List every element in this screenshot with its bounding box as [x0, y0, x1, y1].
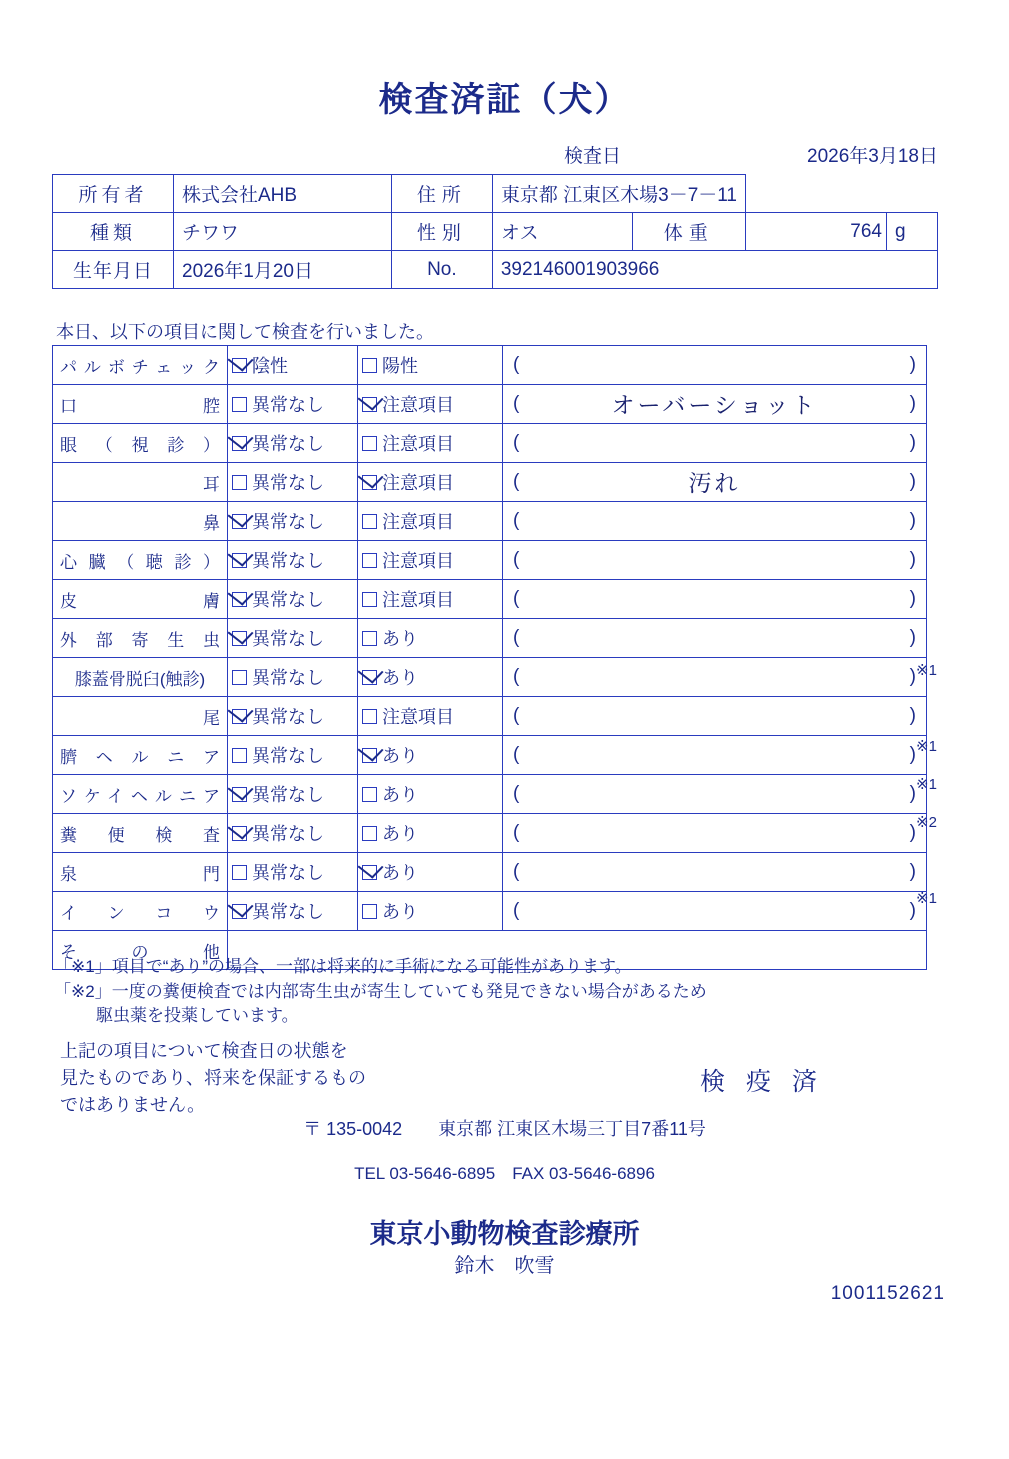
note-paren-left: (	[513, 822, 520, 843]
note-paren-right: )	[909, 510, 916, 531]
note-paren-right: )	[909, 900, 916, 921]
exam-item-name	[53, 619, 228, 658]
note-paren-right: )	[909, 627, 916, 648]
exam-item-note[interactable]	[503, 463, 927, 502]
exam-item-option-1[interactable]	[228, 541, 358, 580]
note-paren-right: )	[909, 783, 916, 804]
exam-item-note[interactable]	[503, 853, 927, 892]
table-row	[53, 814, 927, 853]
exam-item-option-1[interactable]	[228, 814, 358, 853]
note-paren-left: (	[513, 861, 520, 882]
exam-item-option-1[interactable]	[228, 736, 358, 775]
option-2-label: 注意項目	[382, 395, 454, 415]
checkbox-icon[interactable]	[362, 553, 377, 568]
exam-item-note[interactable]	[503, 541, 927, 580]
exam-item-option-1[interactable]	[228, 463, 358, 502]
exam-item-note[interactable]	[503, 424, 927, 463]
option-2-label: 陽性	[382, 356, 418, 376]
quarantine-stamp: 検 疫 済	[700, 1068, 824, 1096]
owner-value: 株式会社AHB	[174, 175, 392, 213]
note-paren-right: )	[909, 471, 916, 492]
exam-item-label: 皮 膚	[60, 591, 220, 611]
checked-checkbox-icon[interactable]	[232, 904, 247, 919]
exam-item-option-2[interactable]	[358, 892, 503, 931]
note-paren-right: )	[909, 588, 916, 609]
checkbox-icon[interactable]	[362, 904, 377, 919]
registration-no-value: 392146001903966	[492, 251, 937, 289]
note-paren-left: (	[513, 666, 520, 687]
exam-item-option-2[interactable]	[358, 385, 503, 424]
checked-checkbox-icon[interactable]	[232, 709, 247, 724]
checkbox-icon[interactable]	[232, 475, 247, 490]
exam-item-name	[53, 697, 228, 736]
note-paren-right: )	[909, 432, 916, 453]
disclaimer-line-3: ではありません。	[60, 1095, 206, 1115]
breed-label: 種類	[53, 213, 174, 251]
note-paren-left: (	[513, 471, 520, 492]
clinic-name: 東京小動物検査診療所	[369, 1219, 640, 1249]
sex-label: 性別	[391, 213, 492, 251]
note-paren-left: (	[513, 588, 520, 609]
checkbox-icon[interactable]	[362, 631, 377, 646]
option-1-label: 異常なし	[252, 785, 324, 805]
sex-value: オス	[492, 213, 632, 251]
weight-label: 体重	[632, 213, 745, 251]
table-row	[53, 736, 927, 775]
table-row	[53, 892, 927, 931]
serial-number: 1001152621	[830, 1283, 945, 1304]
disclaimer-line-1: 上記の項目について検査日の状態を	[60, 1041, 348, 1061]
exam-item-name	[53, 424, 228, 463]
option-1-label: 異常なし	[252, 707, 324, 727]
exam-item-label: 耳	[203, 474, 220, 494]
exam-item-note[interactable]	[503, 697, 927, 736]
clinic-telephone: TEL 03-5646-6895 FAX 03-5646-6896	[354, 1164, 655, 1183]
option-1-label: 陰性	[252, 356, 288, 376]
doctor-name: 鈴木 吹雪	[454, 1255, 555, 1277]
exam-item-name	[53, 580, 228, 619]
exam-item-name	[53, 658, 228, 697]
handwritten-note: オーバーショット	[611, 392, 818, 419]
footnote-2-line1: 「※2」一度の糞便検査では内部寄生虫が寄生していても発見できない場合があるため	[54, 981, 707, 1001]
owner-info-table	[52, 174, 938, 289]
exam-item-note[interactable]	[503, 775, 927, 814]
table-row	[53, 502, 927, 541]
checkbox-icon[interactable]	[232, 865, 247, 880]
exam-item-label: 臍ヘルニア	[60, 747, 220, 767]
option-1-label: 異常なし	[252, 746, 324, 766]
exam-item-option-2[interactable]	[358, 502, 503, 541]
exam-date-value: 2026年3月18日	[807, 146, 938, 167]
table-row	[53, 346, 927, 385]
exam-item-label: 泉 門	[60, 864, 220, 884]
checkbox-icon[interactable]	[362, 436, 377, 451]
option-2-label: 注意項目	[382, 512, 454, 532]
exam-item-option-1[interactable]	[228, 385, 358, 424]
exam-item-label: パルボチェック	[60, 357, 220, 377]
checkbox-icon[interactable]	[232, 670, 247, 685]
table-row	[53, 658, 927, 697]
exam-item-name	[53, 892, 228, 931]
table-row	[53, 424, 927, 463]
option-1-label: 異常なし	[252, 590, 324, 610]
breed-value: チワワ	[174, 213, 392, 251]
exam-item-option-2[interactable]	[358, 853, 503, 892]
note-paren-left: (	[513, 432, 520, 453]
handwritten-note: 汚れ	[688, 470, 741, 497]
option-2-label: あり	[382, 902, 418, 922]
note-paren-left: (	[513, 900, 520, 921]
note-paren-left: (	[513, 354, 520, 375]
checkbox-icon[interactable]	[362, 514, 377, 529]
exam-items-table	[52, 345, 927, 970]
exam-item-option-2[interactable]	[358, 424, 503, 463]
exam-item-label: 鼻	[203, 513, 220, 533]
exam-item-label: 糞 便 検 査	[60, 825, 220, 845]
exam-item-name	[53, 346, 228, 385]
exam-item-option-1[interactable]	[228, 697, 358, 736]
option-2-label: 注意項目	[382, 707, 454, 727]
exam-item-option-1[interactable]	[228, 892, 358, 931]
option-1-label: 異常なし	[252, 668, 324, 688]
birthdate-value: 2026年1月20日	[174, 251, 392, 289]
exam-item-footnote-mark: ※1	[916, 776, 937, 793]
option-1-label: 異常なし	[252, 395, 324, 415]
exam-item-option-2[interactable]	[358, 619, 503, 658]
exam-item-option-1[interactable]	[228, 853, 358, 892]
exam-item-footnote-mark: ※1	[916, 738, 937, 755]
option-2-label: 注意項目	[382, 434, 454, 454]
note-paren-right: )	[909, 393, 916, 414]
exam-item-name	[53, 385, 228, 424]
checked-checkbox-icon[interactable]	[232, 358, 247, 373]
exam-item-footnote-mark: ※1	[916, 662, 937, 679]
checked-checkbox-icon[interactable]	[232, 592, 247, 607]
option-2-label: あり	[382, 629, 418, 649]
footnotes	[54, 955, 954, 1029]
clinic-address: 〒 135-0042 東京都 江東区木場三丁目7番11号	[303, 1119, 706, 1139]
exam-item-name	[53, 541, 228, 580]
option-2-label: 注意項目	[382, 551, 454, 571]
birthdate-label: 生年月日	[53, 251, 174, 289]
exam-item-label: イ ン コ ウ	[60, 903, 220, 923]
option-2-label: あり	[382, 785, 418, 805]
exam-item-option-2[interactable]	[358, 775, 503, 814]
checked-checkbox-icon[interactable]	[362, 397, 377, 412]
option-2-label: 注意項目	[382, 473, 454, 493]
option-1-label: 異常なし	[252, 434, 324, 454]
note-paren-right: )	[909, 705, 916, 726]
checked-checkbox-icon[interactable]	[232, 787, 247, 802]
exam-item-option-1[interactable]	[228, 502, 358, 541]
exam-item-option-2[interactable]	[358, 697, 503, 736]
weight-unit: g	[887, 213, 938, 251]
option-2-label: あり	[382, 863, 418, 883]
exam-statement: 本日、以下の項目に関して検査を行いました。	[56, 322, 434, 342]
exam-item-name	[53, 814, 228, 853]
exam-item-footnote-mark: ※1	[916, 890, 937, 907]
exam-item-label: 外部寄生虫	[60, 630, 220, 650]
exam-item-name	[53, 736, 228, 775]
address-value: 東京都 江東区木場3－7－11	[492, 175, 745, 213]
table-row	[53, 580, 927, 619]
checked-checkbox-icon[interactable]	[232, 826, 247, 841]
exam-item-note[interactable]	[503, 385, 927, 424]
exam-item-option-1[interactable]	[228, 619, 358, 658]
checkbox-icon[interactable]	[362, 592, 377, 607]
table-row	[53, 463, 927, 502]
table-row	[53, 175, 938, 213]
checkbox-icon[interactable]	[362, 826, 377, 841]
exam-item-option-1[interactable]	[228, 658, 358, 697]
exam-date-row	[54, 141, 938, 167]
note-paren-right: )	[909, 744, 916, 765]
option-2-label: あり	[382, 668, 418, 688]
checkbox-icon[interactable]	[362, 358, 377, 373]
exam-item-name	[53, 502, 228, 541]
checkbox-icon[interactable]	[362, 787, 377, 802]
disclaimer-line-2: 見たものであり、将来を保証するもの	[60, 1068, 366, 1088]
registration-no-label: No.	[391, 251, 492, 289]
exam-item-option-2[interactable]	[358, 541, 503, 580]
note-paren-left: (	[513, 549, 520, 570]
footnote-1: 「※1」項目で“あり”の場合、一部は将来的に手術になる可能性があります。	[54, 957, 632, 976]
page-title: 検査済証（犬）	[378, 81, 631, 119]
option-1-label: 異常なし	[252, 551, 324, 571]
exam-item-note[interactable]	[503, 619, 927, 658]
option-1-label: 異常なし	[252, 512, 324, 532]
exam-item-option-2[interactable]	[358, 658, 503, 697]
checked-checkbox-icon[interactable]	[362, 475, 377, 490]
table-row	[53, 619, 927, 658]
exam-item-label: 口 腔	[60, 396, 220, 416]
exam-item-option-2[interactable]	[358, 814, 503, 853]
checked-checkbox-icon[interactable]	[232, 514, 247, 529]
weight-value: 764	[746, 213, 887, 251]
exam-item-label: 心臓（聴診）	[60, 552, 220, 572]
checkbox-icon[interactable]	[232, 397, 247, 412]
checked-checkbox-icon[interactable]	[232, 436, 247, 451]
checked-checkbox-icon[interactable]	[232, 631, 247, 646]
exam-item-option-2[interactable]	[358, 463, 503, 502]
exam-item-note[interactable]	[503, 736, 927, 775]
exam-item-option-1[interactable]	[228, 346, 358, 385]
exam-item-note[interactable]	[503, 346, 927, 385]
exam-item-name	[53, 775, 228, 814]
option-1-label: 異常なし	[252, 629, 324, 649]
exam-item-option-2[interactable]	[358, 580, 503, 619]
option-1-label: 異常なし	[252, 863, 324, 883]
exam-item-note[interactable]	[503, 892, 927, 931]
table-row	[53, 697, 927, 736]
table-row	[53, 385, 927, 424]
exam-item-label: ソケイヘルニア	[60, 786, 220, 806]
address-label: 住所	[391, 175, 492, 213]
exam-item-note[interactable]	[503, 658, 927, 697]
exam-item-option-1[interactable]	[228, 580, 358, 619]
exam-item-footnote-mark: ※2	[916, 814, 937, 831]
note-paren-left: (	[513, 627, 520, 648]
note-paren-left: (	[513, 705, 520, 726]
checked-checkbox-icon[interactable]	[362, 670, 377, 685]
option-2-label: あり	[382, 824, 418, 844]
exam-item-label: そ の 他	[60, 942, 220, 962]
note-paren-right: )	[909, 354, 916, 375]
exam-item-note[interactable]	[503, 814, 927, 853]
checked-checkbox-icon[interactable]	[362, 865, 377, 880]
checked-checkbox-icon[interactable]	[232, 553, 247, 568]
option-1-label: 異常なし	[252, 824, 324, 844]
disclaimer	[60, 1038, 366, 1119]
table-row	[53, 213, 938, 251]
note-paren-right: )	[909, 549, 916, 570]
table-row	[53, 775, 927, 814]
option-2-label: 注意項目	[382, 590, 454, 610]
table-row	[53, 853, 927, 892]
checkbox-icon[interactable]	[362, 709, 377, 724]
option-1-label: 異常なし	[252, 473, 324, 493]
exam-item-label: 眼（視診）	[60, 435, 220, 455]
exam-item-option-1[interactable]	[228, 775, 358, 814]
note-paren-right: )	[909, 822, 916, 843]
exam-item-note[interactable]	[503, 502, 927, 541]
table-row	[53, 251, 938, 289]
table-row	[53, 541, 927, 580]
exam-item-option-2[interactable]	[358, 346, 503, 385]
exam-date-label: 検査日	[564, 146, 622, 167]
checkbox-icon[interactable]	[232, 748, 247, 763]
option-1-label: 異常なし	[252, 902, 324, 922]
exam-item-label: 尾	[203, 708, 220, 728]
note-paren-left: (	[513, 783, 520, 804]
exam-item-label: 膝蓋骨脱臼(触診)	[74, 669, 206, 689]
exam-item-option-1[interactable]	[228, 424, 358, 463]
exam-item-option-2[interactable]	[358, 736, 503, 775]
exam-item-name	[53, 853, 228, 892]
note-paren-right: )	[909, 861, 916, 882]
exam-item-name	[53, 463, 228, 502]
exam-item-note[interactable]	[503, 580, 927, 619]
note-paren-left: (	[513, 393, 520, 414]
note-paren-left: (	[513, 744, 520, 765]
owner-label: 所有者	[53, 175, 174, 213]
note-paren-right: )	[909, 666, 916, 687]
checked-checkbox-icon[interactable]	[362, 748, 377, 763]
footnote-2-line2: 駆虫薬を投薬しています。	[96, 1006, 299, 1026]
option-2-label: あり	[382, 746, 418, 766]
note-paren-left: (	[513, 510, 520, 531]
